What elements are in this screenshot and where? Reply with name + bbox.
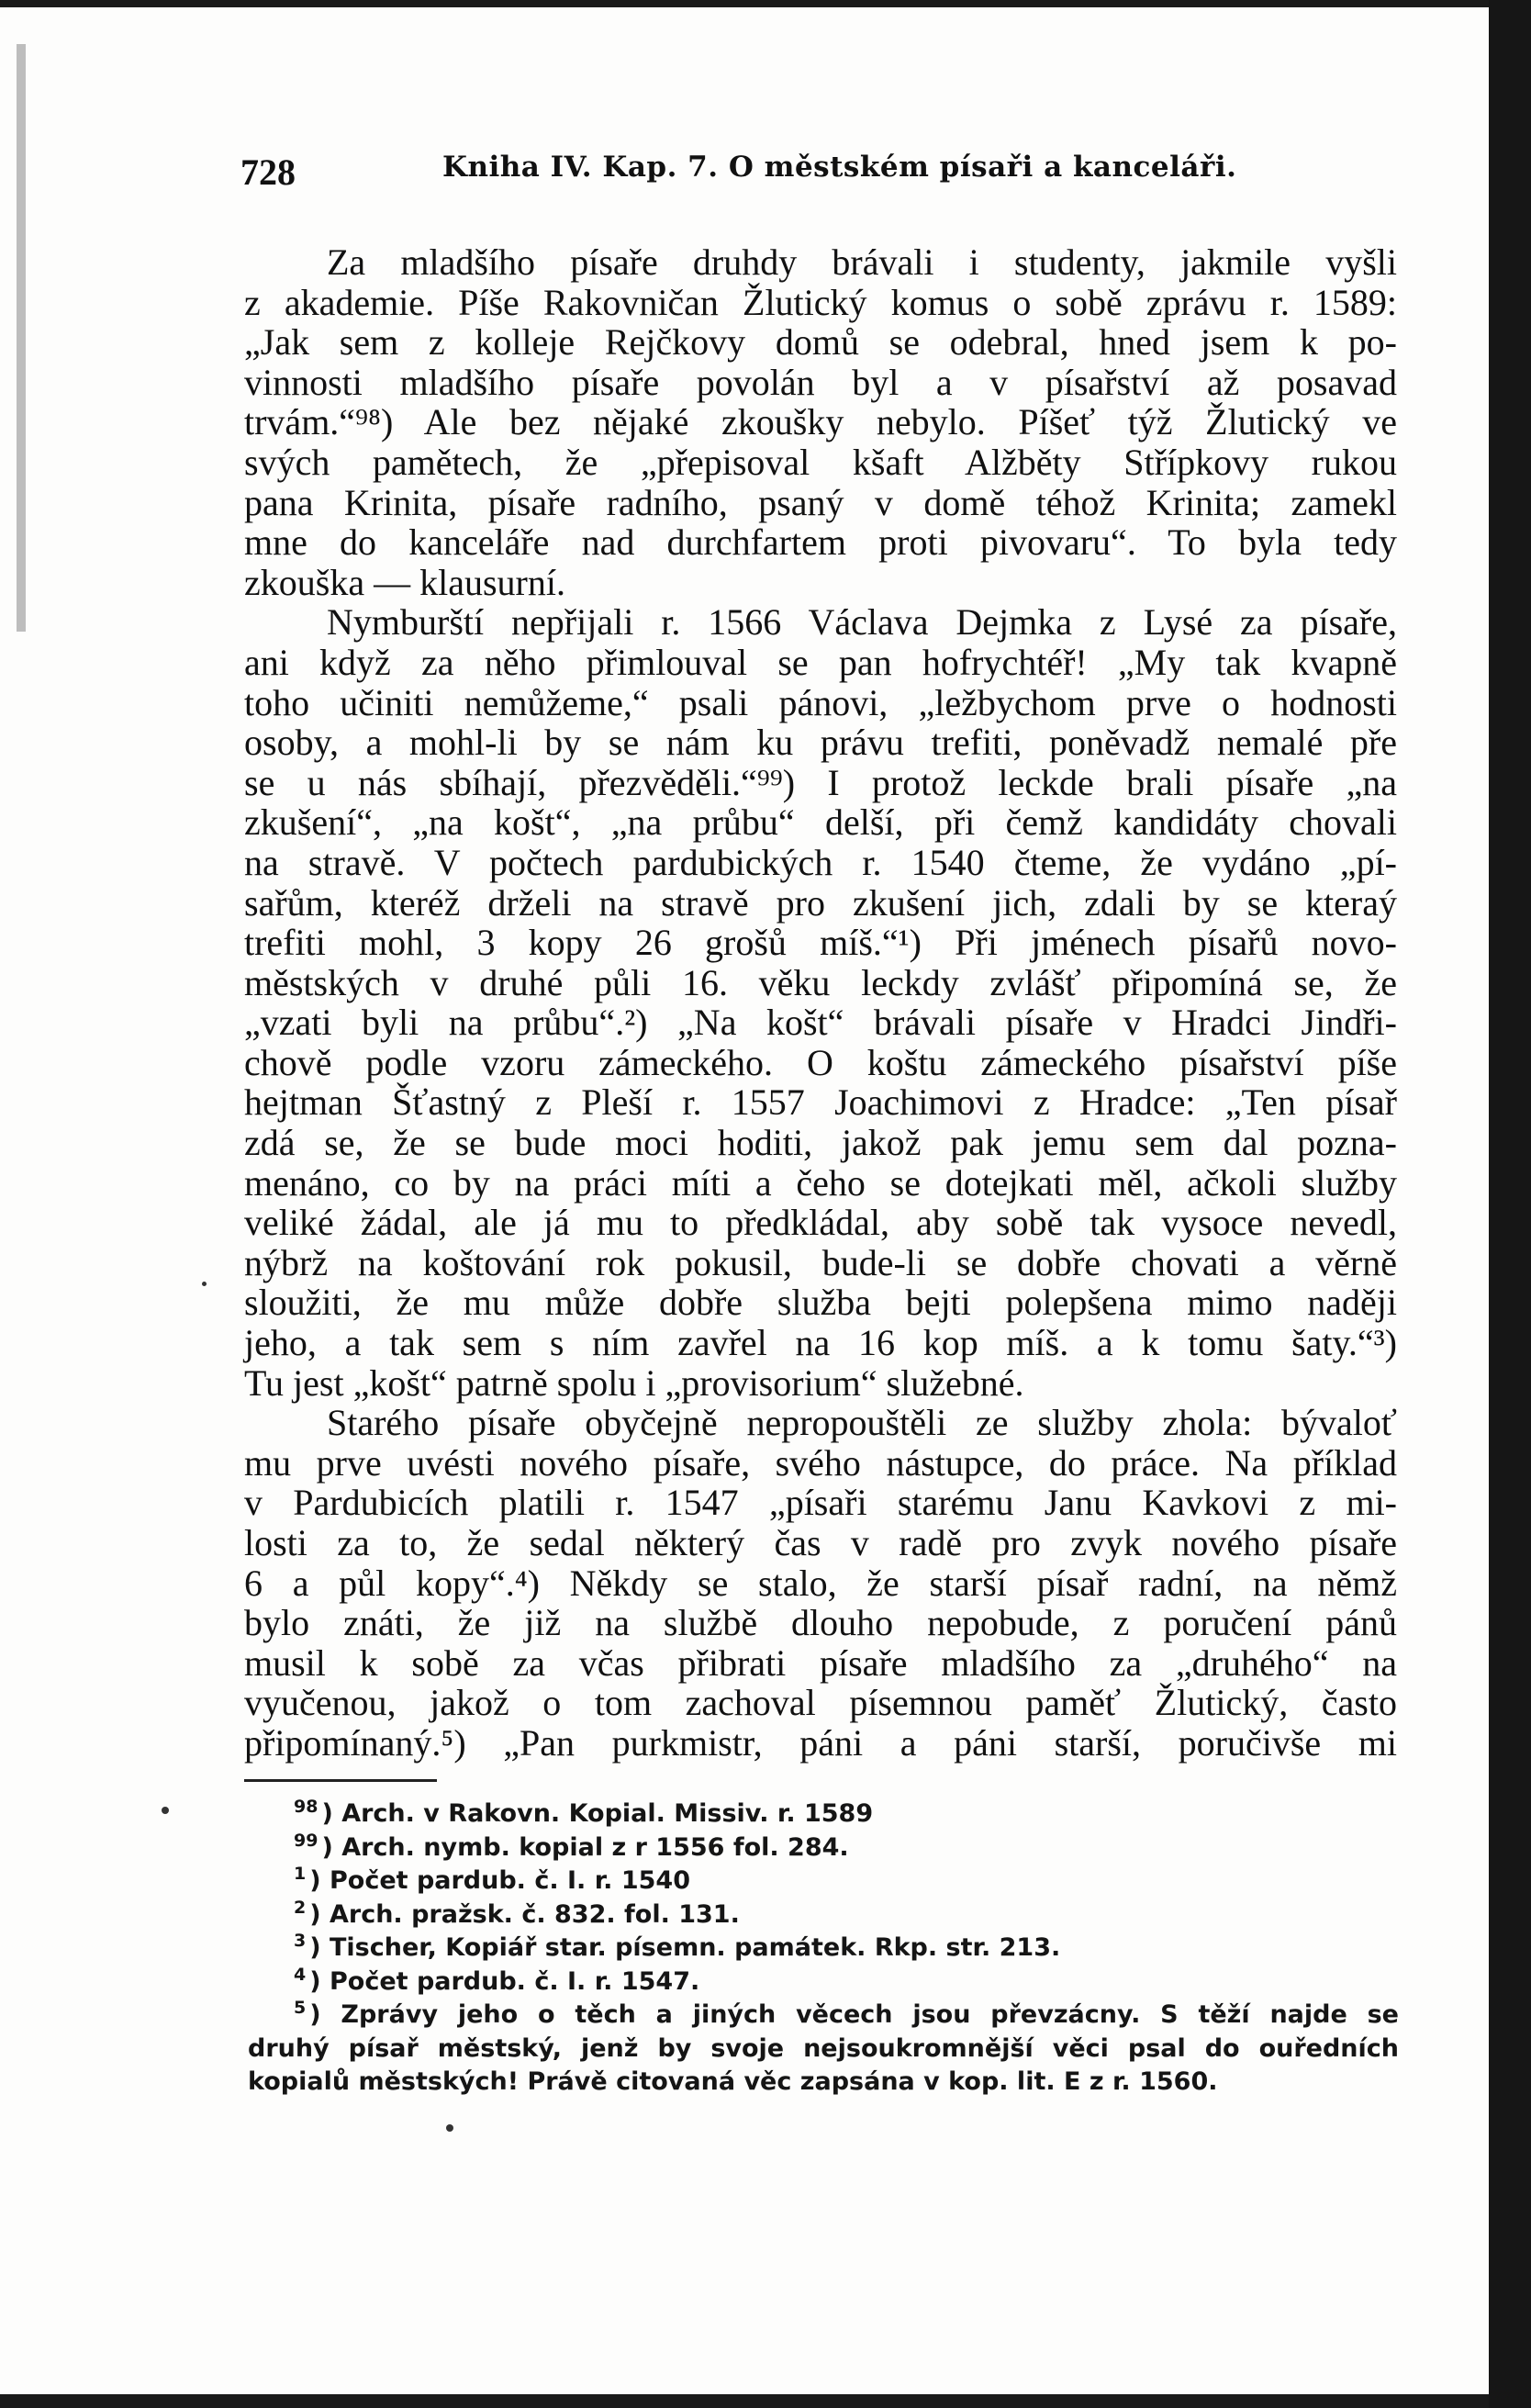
footnote: $^2$ ) Arch. pražsk. č. 832. fol. 131. [294,1897,740,1929]
text-line: hejtman Šťastný z Pleší r. 1557 Joachimovi z Hradce: „Ten písař [244,1081,1397,1124]
footnote-text: Arch. pražsk. č. 832. fol. 131. [329,1899,740,1929]
text-line: sloužiti, že mu může dobře služba bejti polepšena mimo naději [244,1282,1397,1324]
footnote-mark: 3 [294,1931,307,1951]
text-line: vinnosti mladšího písaře povolán byl a v písařství až posavad [244,361,1397,403]
text-line: „Jak sem z kolleje Rejčkovy domů se odebral, hned jsem k po- [244,321,1397,364]
text-line: nýbrž na koštování rok pokusil, bude-li se dobře chovati a věrně [244,1241,1397,1283]
text-line: 6 a půl kopy“.⁴) Někdy se stalo, že starší písař radní, na němž [244,1562,1397,1604]
footnote-mark: 5 [294,1998,307,2018]
footnote-separator [244,1779,437,1782]
footnote-mark: 99 [294,1830,318,1851]
page-header [240,145,1397,200]
text-line: zdá se, že se bude moci hoditi, jakož pak jemu sem dal pozna- [244,1122,1397,1164]
footnote-continuation: kopialů městských! Právě citovaná věc zapsána v kop. lit. E z r. 1560. [248,2067,1218,2096]
text-line: Starého písaře obyčejně nepropouštěli ze služby zhola: bývaloť [327,1402,1397,1444]
text-line: sařům, kteréž drželi na stravě pro zkušení jich, zdali by se kteraý [244,881,1397,924]
footnote-text: Arch. v Rakovn. Kopial. Missiv. r. 1589 [341,1799,874,1828]
footnote-continuation: druhý písař městský, jenž by svoje nejsoukromnější věci psal do ouředních [248,2033,1399,2063]
text-line: Nymburští nepřijali r. 1566 Václava Dejmka z Lysé za písaře, [327,601,1397,644]
text-line: pana Krinita, písaře radního, psaný v domě téhož Krinita; zamekl [244,481,1397,523]
text-line: zkušení“, „na košt“, „na průbu“ delší, při čemž kandidáty chovali [244,801,1397,844]
footnote: $^4$ ) Počet pardub. č. I. r. 1547. [294,1964,700,1996]
footnotes [248,1797,1399,2100]
speck-mark [162,1807,169,1814]
footnote-mark: 1 [294,1864,307,1884]
text-line: musil k sobě za včas přibrati písaře mladšího za „druhého“ na [244,1641,1397,1684]
footnote-text: Tischer, Kopiář star. písemn. památek. Rkp. str. 213. [329,1933,1061,1962]
text-line: vyučenou, jakož o tom zachoval písemnou paměť Žlutický, často [244,1682,1397,1724]
footnote-text: Arch. nymb. kopial z r 1556 fol. 284. [341,1832,849,1862]
speck-mark [446,2124,453,2132]
text-line: na stravě. V počtech pardubických r. 1540 čteme, že vydáno „pí- [244,841,1397,883]
text-line: svých pamětech, že „přepisoval kšaft Alžběty Střípkovy rukou [244,441,1397,483]
footnote-text: Počet pardub. č. I. r. 1540 [329,1866,690,1895]
footnote-text: Počet pardub. č. I. r. 1547. [329,1966,700,1996]
text-line: zkouška — klausurní. [244,561,565,603]
text-line: osoby, a mohl-li by se nám ku právu trefiti, poněvadž nemalé pře [244,722,1397,764]
main-text [244,242,1397,1764]
text-line: Za mladšího písaře druhdy brávali i studenty, jakmile vyšli [327,241,1397,283]
text-line: mu prve uvésti nového písaře, svého nástupce, do práce. Na příklad [244,1441,1397,1484]
text-line: trefiti mohl, 3 kopy 26 grošů míš.“¹) Při jménech písařů novo- [244,922,1397,964]
text-line: v Pardubicích platili r. 1547 „písaři starému Janu Kavkovi z mi- [244,1482,1397,1524]
book-page [0,7,1496,2394]
text-line: toho učiniti nemůžeme,“ psali pánovi, „ležbychom prve o hodnosti [244,681,1397,723]
text-line: trvám.“⁹⁸) Ale bez nějaké zkoušky nebylo. Píšeť týž Žlutický ve [244,401,1397,443]
footnote-mark: 98 [294,1797,318,1817]
footnote-mark: 2 [294,1897,307,1918]
text-line: veliké žádal, ale já mu to předkládal, aby sobě tak vysoce nevedl, [244,1202,1397,1244]
page-number: 728 [240,151,296,193]
text-line: z akademie. Píše Rakovničan Žlutický komus o sobě zprávu r. 1589: [244,281,1397,323]
text-line: „vzati byli na průbu“.²) „Na košt“ brávali písaře v Hradci Jindři- [244,1002,1397,1044]
footnote-text: Zprávy jeho o těch a jiných věcech jsou převzácny. S těží najde se [341,2000,1399,2029]
footnote: $^3$ ) Tischer, Kopiář star. písemn. památek. Rkp. str. 213. [294,1931,1061,1962]
scan-border [1489,0,1531,2408]
text-line: chově podle vzoru zámeckého. O koštu zámeckého písařství píše [244,1041,1397,1083]
footnote: $^5$ ) Zprávy jeho o těch a jiných věcech jsou převzácny. S těží najde se [294,1998,1399,2029]
text-line: menáno, co by na práci míti a čeho se dotejkati měl, ačkoli služby [244,1161,1397,1204]
text-line: mne do kanceláře nad durchfartem proti pivovaru“. To byla tedy [244,521,1397,564]
text-line: Tu jest „košt“ patrně spolu i „provisorium“ služebné. [244,1361,1024,1404]
text-line: jeho, a tak sem s ním zavřel na 16 kop míš. a k tomu šaty.“³) [244,1322,1397,1364]
text-line: losti za to, že sedal některý čas v radě pro zvyk nového písaře [244,1522,1397,1563]
footnote: $^{99}$ ) Arch. nymb. kopial z r 1556 fol. 284. [294,1830,849,1862]
running-title: Kniha IV. Kap. 7. O městském písaři a kanceláři. [442,151,1237,184]
text-line: bylo znáti, že již na službě dlouho nepobude, z poručení pánů [244,1602,1397,1644]
text-line: připomínaný.⁵) „Pan purkmistr, páni a páni starší, poručivše mi [244,1721,1397,1764]
text-line: ani když za něho přimlouval se pan hofrychtéř! „My tak kvapně [244,641,1397,683]
footnote: $^1$ ) Počet pardub. č. I. r. 1540 [294,1864,690,1895]
footnote-mark: 4 [294,1964,307,1985]
footnote: $^{98}$ ) Arch. v Rakovn. Kopial. Missiv. r. 1589 [294,1797,874,1828]
page-edge-shadow [17,44,26,632]
speck-mark [202,1282,207,1286]
text-line: se u nás sbíhají, přezvěděli.“⁹⁹) I protož leckde brali písaře „na [244,761,1397,803]
text-line: městských v druhé půli 16. věku leckdy zvlášť připomíná se, že [244,961,1397,1003]
